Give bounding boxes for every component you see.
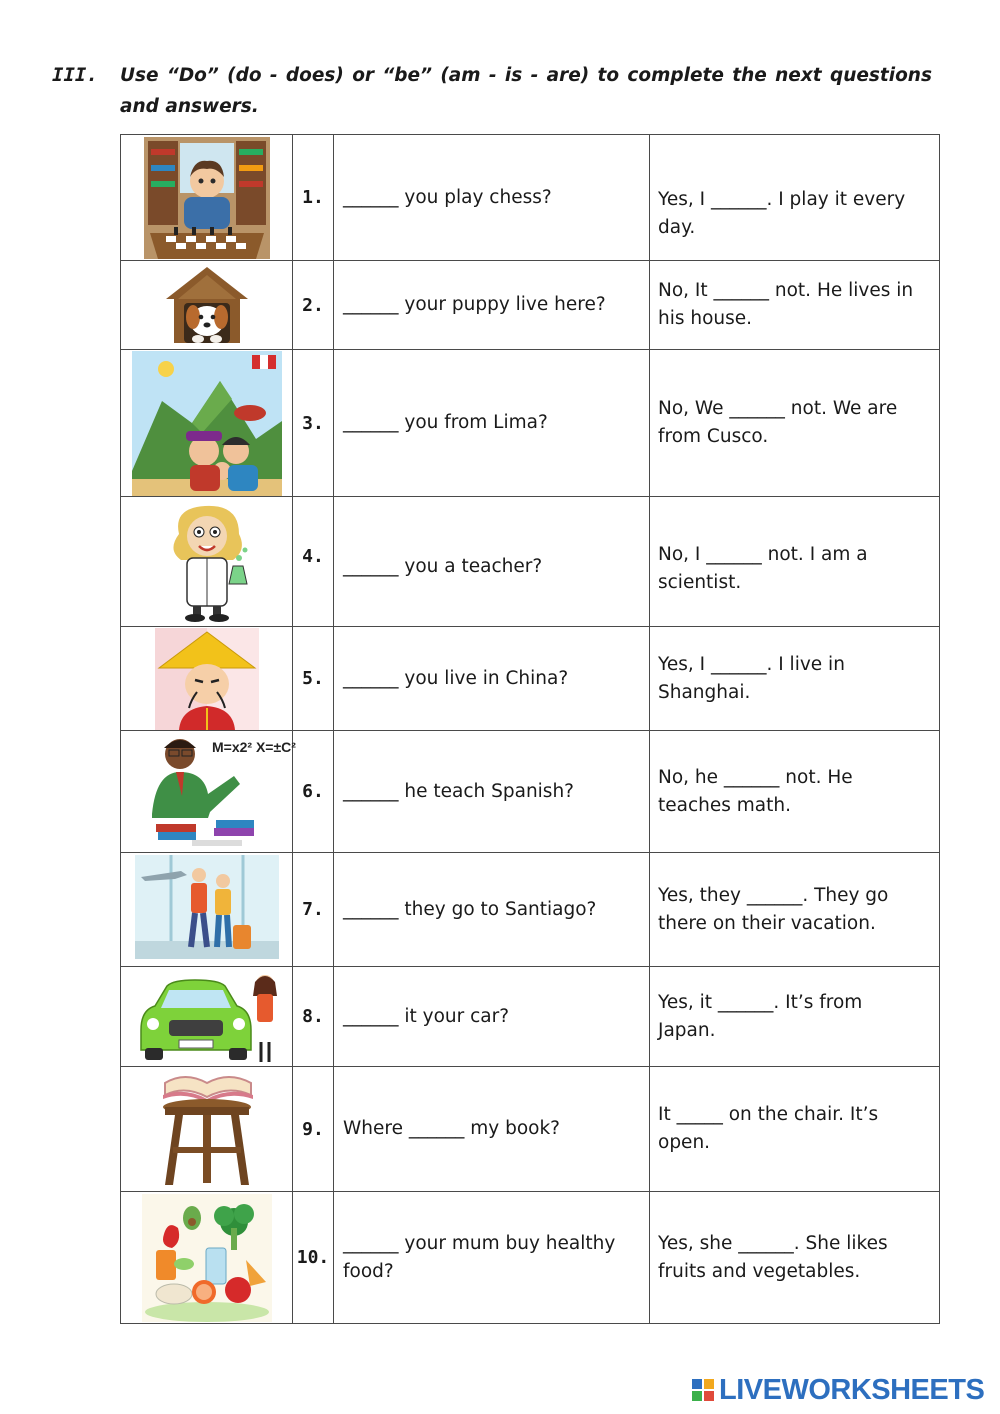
puppy-in-doghouse-image [164, 265, 250, 345]
exercise-row [121, 627, 940, 731]
exercise-row [121, 350, 940, 497]
boy-playing-chess-image [144, 137, 270, 259]
picture-cell [121, 627, 293, 731]
scientist-image [159, 500, 255, 624]
item-number: 7. [293, 853, 334, 967]
answer-text: No, We ______ not. We are from Cusco. [650, 350, 940, 497]
question-text: ______ they go to Santiago? [334, 853, 650, 967]
item-number: 5. [293, 627, 334, 731]
question-text: Where ______ my book? [334, 1067, 650, 1192]
exercise-row [121, 853, 940, 967]
question-text: ______ you from Lima? [334, 350, 650, 497]
item-number: 6. [293, 731, 334, 853]
answer-text: No, I ______ not. I am a scientist. [650, 497, 940, 627]
picture-cell [121, 497, 293, 627]
item-number: 3. [293, 350, 334, 497]
exercise-row [121, 967, 940, 1067]
answer-text: No, It ______ not. He lives in his house. [650, 261, 940, 350]
item-number: 9. [293, 1067, 334, 1192]
question-text: ______ you a teacher? [334, 497, 650, 627]
exercise-table [120, 134, 940, 1324]
math-teacher-image [142, 734, 296, 850]
item-number: 4. [293, 497, 334, 627]
picture-cell [121, 1192, 293, 1324]
question-text: ______ it your car? [334, 967, 650, 1067]
item-number: 10. [293, 1192, 334, 1324]
exercise-row [121, 1192, 940, 1324]
instruction-heading [52, 60, 932, 122]
picture-cell [121, 731, 296, 853]
answer-text: Yes, I ______. I live in Shanghai. [650, 627, 940, 731]
question-text: ______ your puppy live here? [334, 261, 650, 350]
picture-cell [121, 1067, 293, 1192]
question-text: ______ he teach Spanish? [334, 731, 650, 853]
healthy-food-image [142, 1194, 272, 1322]
question-text: ______ you play chess? [334, 135, 650, 261]
answer-text: Yes, they ______. They go there on their vacation. [650, 853, 940, 967]
exercise-row [121, 497, 940, 627]
picture-cell [121, 967, 293, 1067]
exercise-row [121, 1067, 940, 1192]
answer-text: Yes, I ______. I play it every day. [650, 135, 940, 261]
item-number: 2. [293, 261, 334, 350]
instruction-text: Use “Do” (do - does) or “be” (am - is - are) to complete the next questions and answers. [120, 65, 932, 117]
book-on-stool-image [153, 1069, 261, 1189]
picture-cell [121, 261, 293, 350]
picture-cell [121, 853, 293, 967]
man-with-conical-hat-image [155, 628, 259, 730]
travelers-at-airport-image [135, 855, 279, 965]
picture-cell [121, 350, 293, 497]
exercise-row [121, 731, 940, 853]
exercise-row [121, 261, 940, 350]
car-and-woman-image [133, 970, 281, 1064]
question-text: ______ you live in China? [334, 627, 650, 731]
picture-cell [121, 135, 293, 261]
liveworksheets-logo [692, 1372, 984, 1408]
answer-text: Yes, she ______. She likes fruits and vegetables. [650, 1192, 940, 1324]
section-number: III. [52, 64, 98, 86]
answer-text: Yes, it ______. It’s from Japan. [650, 967, 940, 1067]
item-number: 8. [293, 967, 334, 1067]
answer-text: It _____ on the chair. It’s open. [650, 1067, 940, 1192]
answer-text: No, he ______ not. He teaches math. [650, 731, 940, 853]
logo-mark-icon [692, 1377, 716, 1403]
question-text: ______ your mum buy healthy food? [334, 1192, 650, 1324]
family-in-cusco-image [132, 351, 282, 496]
item-number: 1. [293, 135, 334, 261]
logo-text: LIVEWORKSHEETS [719, 1373, 985, 1406]
formula-text: M=x2² X=±C² [211, 738, 296, 755]
exercise-row [121, 135, 940, 261]
